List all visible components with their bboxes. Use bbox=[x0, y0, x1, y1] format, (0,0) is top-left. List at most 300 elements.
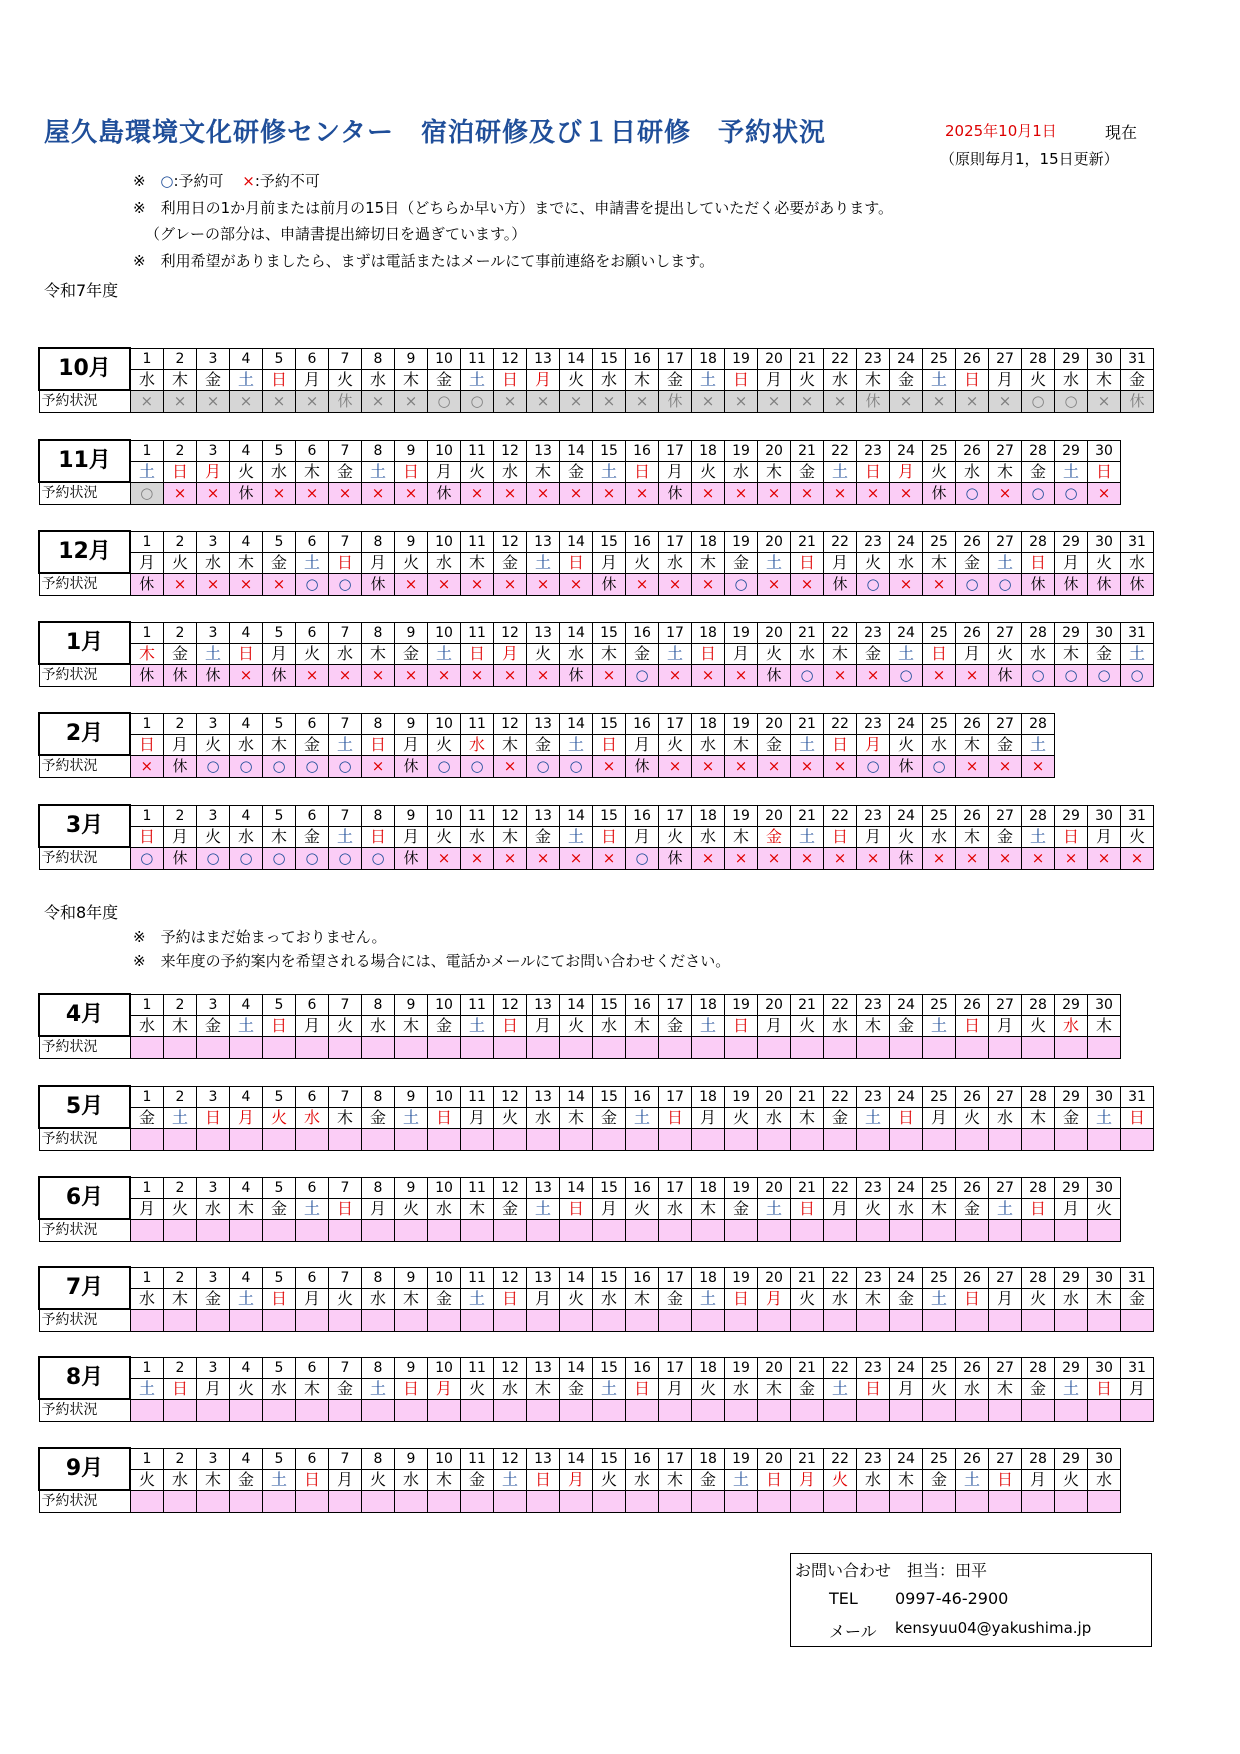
booking-status bbox=[593, 1490, 626, 1512]
booking-status bbox=[857, 1490, 890, 1512]
booking-status bbox=[230, 1490, 263, 1512]
day-number: 10 bbox=[428, 531, 461, 552]
day-number: 2 bbox=[164, 348, 197, 369]
day-number: 10 bbox=[428, 1177, 461, 1198]
weekday: 火 bbox=[263, 1107, 296, 1128]
weekday: 水 bbox=[923, 826, 956, 847]
weekday: 日 bbox=[164, 1378, 197, 1399]
weekday: 金 bbox=[560, 1378, 593, 1399]
weekday: 土 bbox=[1055, 461, 1088, 482]
booking-status: ○ bbox=[791, 664, 824, 686]
booking-status bbox=[692, 1309, 725, 1331]
booking-status bbox=[461, 1490, 494, 1512]
day-number: 6 bbox=[296, 622, 329, 643]
day-number: 9 bbox=[395, 348, 428, 369]
booking-status bbox=[791, 1490, 824, 1512]
weekday: 日 bbox=[362, 734, 395, 755]
day-number: 5 bbox=[263, 440, 296, 461]
booking-status bbox=[362, 1219, 395, 1241]
booking-status: 休 bbox=[857, 390, 890, 412]
weekday: 日 bbox=[824, 734, 857, 755]
booking-status: ○ bbox=[956, 482, 989, 504]
day-number: 4 bbox=[230, 622, 263, 643]
weekday: 水 bbox=[659, 552, 692, 573]
booking-status: × bbox=[362, 755, 395, 777]
booking-status: × bbox=[989, 482, 1022, 504]
booking-status: ○ bbox=[1088, 664, 1121, 686]
weekday: 金 bbox=[164, 643, 197, 664]
day-number: 29 bbox=[1055, 1177, 1088, 1198]
booking-status bbox=[692, 1490, 725, 1512]
booking-status bbox=[130, 1399, 164, 1421]
booking-status: ○ bbox=[197, 847, 230, 869]
weekday: 日 bbox=[329, 552, 362, 573]
day-number: 21 bbox=[791, 1086, 824, 1107]
day-number: 14 bbox=[560, 713, 593, 734]
booking-status: 休 bbox=[1121, 573, 1154, 595]
booking-status bbox=[164, 1128, 197, 1150]
weekday: 日 bbox=[1088, 1378, 1121, 1399]
day-number: 24 bbox=[890, 1448, 923, 1469]
weekday: 土 bbox=[1088, 1107, 1121, 1128]
weekday: 土 bbox=[989, 1198, 1022, 1219]
day-number: 29 bbox=[1055, 531, 1088, 552]
booking-status: × bbox=[824, 482, 857, 504]
day-number: 27 bbox=[989, 805, 1022, 826]
booking-status: × bbox=[692, 573, 725, 595]
month-label: 10月 bbox=[39, 348, 130, 390]
weekday: 月 bbox=[989, 1288, 1022, 1309]
booking-status bbox=[659, 1399, 692, 1421]
booking-status: × bbox=[1088, 482, 1121, 504]
weekday: 日 bbox=[692, 643, 725, 664]
booking-status: ○ bbox=[461, 390, 494, 412]
weekday: 火 bbox=[395, 552, 428, 573]
booking-status: ○ bbox=[329, 755, 362, 777]
weekday: 火 bbox=[527, 643, 560, 664]
weekday: 金 bbox=[1121, 369, 1154, 390]
weekday: 日 bbox=[1088, 461, 1121, 482]
booking-status: × bbox=[197, 482, 230, 504]
booking-status: 休 bbox=[130, 573, 164, 595]
booking-status: × bbox=[725, 847, 758, 869]
booking-status: × bbox=[263, 390, 296, 412]
day-number: 24 bbox=[890, 805, 923, 826]
day-number: 10 bbox=[428, 440, 461, 461]
month-calendar bbox=[38, 804, 1154, 870]
weekday: 月 bbox=[857, 826, 890, 847]
day-number: 31 bbox=[1121, 805, 1154, 826]
booking-status bbox=[527, 1399, 560, 1421]
weekday: 水 bbox=[593, 1288, 626, 1309]
booking-status bbox=[395, 1490, 428, 1512]
day-number: 31 bbox=[1121, 622, 1154, 643]
day-number: 26 bbox=[956, 1267, 989, 1288]
booking-status bbox=[1121, 1128, 1154, 1150]
weekday: 水 bbox=[989, 1107, 1022, 1128]
day-number: 16 bbox=[626, 994, 659, 1015]
day-number: 31 bbox=[1121, 348, 1154, 369]
day-number: 4 bbox=[230, 1177, 263, 1198]
weekday: 木 bbox=[890, 1469, 923, 1490]
weekday: 水 bbox=[263, 1378, 296, 1399]
booking-status: × bbox=[593, 482, 626, 504]
booking-status bbox=[923, 1128, 956, 1150]
weekday: 火 bbox=[230, 461, 263, 482]
weekday: 火 bbox=[758, 643, 791, 664]
day-number: 9 bbox=[395, 1267, 428, 1288]
booking-status: 休 bbox=[659, 390, 692, 412]
status-row-label: 予約状況 bbox=[39, 482, 130, 504]
weekday: 木 bbox=[824, 643, 857, 664]
booking-status: × bbox=[923, 390, 956, 412]
weekday: 水 bbox=[956, 461, 989, 482]
day-number: 16 bbox=[626, 1357, 659, 1378]
booking-status bbox=[527, 1309, 560, 1331]
weekday: 土 bbox=[461, 369, 494, 390]
booking-status: × bbox=[164, 482, 197, 504]
weekday: 月 bbox=[560, 1469, 593, 1490]
day-number: 9 bbox=[395, 1357, 428, 1378]
month-label: 5月 bbox=[39, 1086, 130, 1128]
weekday: 月 bbox=[1121, 1378, 1154, 1399]
booking-status bbox=[296, 1219, 329, 1241]
weekday: 土 bbox=[791, 826, 824, 847]
weekday: 火 bbox=[461, 461, 494, 482]
booking-status bbox=[230, 1309, 263, 1331]
booking-status: × bbox=[461, 847, 494, 869]
booking-status bbox=[923, 1309, 956, 1331]
mail-address: kensyuu04@yakushima.jp bbox=[895, 1619, 1092, 1637]
weekday: 金 bbox=[230, 1469, 263, 1490]
booking-status: × bbox=[395, 482, 428, 504]
month-calendar bbox=[38, 1266, 1154, 1332]
booking-status: 休 bbox=[263, 664, 296, 686]
day-number: 15 bbox=[593, 1448, 626, 1469]
day-number: 11 bbox=[461, 1267, 494, 1288]
page-title: 屋久島環境文化研修センター 宿泊研修及び１日研修 予約状況 bbox=[44, 118, 826, 148]
booking-status: × bbox=[956, 390, 989, 412]
day-number: 27 bbox=[989, 1177, 1022, 1198]
weekday: 水 bbox=[362, 369, 395, 390]
weekday: 水 bbox=[1055, 369, 1088, 390]
day-number: 15 bbox=[593, 1086, 626, 1107]
booking-status bbox=[230, 1219, 263, 1241]
status-row-label: 予約状況 bbox=[39, 1399, 130, 1421]
booking-status: × bbox=[1121, 847, 1154, 869]
day-number: 1 bbox=[130, 805, 164, 826]
weekday: 金 bbox=[494, 1198, 527, 1219]
day-number: 15 bbox=[593, 1357, 626, 1378]
day-number: 17 bbox=[659, 994, 692, 1015]
day-number: 26 bbox=[956, 440, 989, 461]
booking-status: ○ bbox=[626, 664, 659, 686]
weekday: 土 bbox=[395, 1107, 428, 1128]
weekday: 土 bbox=[296, 552, 329, 573]
weekday: 火 bbox=[395, 1198, 428, 1219]
weekday: 土 bbox=[824, 1378, 857, 1399]
weekday: 土 bbox=[923, 1288, 956, 1309]
weekday: 土 bbox=[130, 461, 164, 482]
weekday: 木 bbox=[130, 643, 164, 664]
weekday: 水 bbox=[130, 1015, 164, 1036]
legend-ng-text: :予約不可 bbox=[254, 172, 320, 190]
day-number: 14 bbox=[560, 1448, 593, 1469]
booking-status bbox=[824, 1399, 857, 1421]
booking-status bbox=[395, 1399, 428, 1421]
weekday: 土 bbox=[956, 1469, 989, 1490]
booking-status bbox=[791, 1219, 824, 1241]
weekday: 木 bbox=[791, 1107, 824, 1128]
booking-status bbox=[824, 1309, 857, 1331]
weekday: 土 bbox=[758, 1198, 791, 1219]
weekday: 月 bbox=[230, 1107, 263, 1128]
day-number: 5 bbox=[263, 994, 296, 1015]
booking-status: 休 bbox=[659, 847, 692, 869]
day-number: 13 bbox=[527, 440, 560, 461]
weekday: 月 bbox=[362, 1198, 395, 1219]
weekday: 土 bbox=[1055, 1378, 1088, 1399]
booking-status bbox=[791, 1309, 824, 1331]
day-number: 6 bbox=[296, 1267, 329, 1288]
booking-status bbox=[626, 1309, 659, 1331]
booking-status bbox=[428, 1128, 461, 1150]
weekday: 火 bbox=[329, 1288, 362, 1309]
day-number: 3 bbox=[197, 713, 230, 734]
booking-status bbox=[593, 1036, 626, 1058]
weekday: 土 bbox=[362, 461, 395, 482]
day-number: 6 bbox=[296, 994, 329, 1015]
booking-status bbox=[659, 1309, 692, 1331]
weekday: 土 bbox=[593, 461, 626, 482]
day-number: 6 bbox=[296, 1177, 329, 1198]
booking-status: × bbox=[725, 482, 758, 504]
booking-status bbox=[923, 1036, 956, 1058]
booking-status bbox=[428, 1219, 461, 1241]
weekday: 月 bbox=[659, 1378, 692, 1399]
booking-status bbox=[989, 1036, 1022, 1058]
day-number: 24 bbox=[890, 622, 923, 643]
weekday: 水 bbox=[692, 826, 725, 847]
weekday: 月 bbox=[296, 1288, 329, 1309]
booking-status: ○ bbox=[296, 847, 329, 869]
day-number: 9 bbox=[395, 994, 428, 1015]
weekday: 土 bbox=[560, 826, 593, 847]
booking-status bbox=[857, 1128, 890, 1150]
weekday: 日 bbox=[494, 1015, 527, 1036]
weekday: 土 bbox=[923, 369, 956, 390]
day-number: 31 bbox=[1121, 1086, 1154, 1107]
day-number: 8 bbox=[362, 1177, 395, 1198]
day-number: 28 bbox=[1022, 531, 1055, 552]
weekday: 日 bbox=[560, 1198, 593, 1219]
day-number: 26 bbox=[956, 531, 989, 552]
day-number: 9 bbox=[395, 1086, 428, 1107]
day-number: 18 bbox=[692, 994, 725, 1015]
day-number: 24 bbox=[890, 348, 923, 369]
day-number: 10 bbox=[428, 1086, 461, 1107]
booking-status: 休 bbox=[593, 573, 626, 595]
day-number: 31 bbox=[1121, 531, 1154, 552]
day-number: 31 bbox=[1121, 1267, 1154, 1288]
day-number: 11 bbox=[461, 1448, 494, 1469]
weekday: 月 bbox=[461, 1107, 494, 1128]
weekday: 土 bbox=[461, 1288, 494, 1309]
booking-status bbox=[758, 1036, 791, 1058]
weekday: 金 bbox=[527, 734, 560, 755]
day-number: 3 bbox=[197, 805, 230, 826]
booking-status: ○ bbox=[130, 482, 164, 504]
day-number: 19 bbox=[725, 531, 758, 552]
booking-status: ○ bbox=[362, 847, 395, 869]
weekday: 月 bbox=[296, 1015, 329, 1036]
day-number: 11 bbox=[461, 531, 494, 552]
day-number: 28 bbox=[1022, 1448, 1055, 1469]
booking-status: × bbox=[824, 755, 857, 777]
booking-status: × bbox=[560, 573, 593, 595]
day-number: 16 bbox=[626, 1177, 659, 1198]
booking-status: × bbox=[1088, 390, 1121, 412]
booking-status bbox=[1121, 1309, 1154, 1331]
day-number: 2 bbox=[164, 805, 197, 826]
booking-status: ○ bbox=[1022, 482, 1055, 504]
booking-status: × bbox=[824, 390, 857, 412]
booking-status: × bbox=[956, 664, 989, 686]
weekday: 木 bbox=[461, 552, 494, 573]
day-number: 26 bbox=[956, 1448, 989, 1469]
weekday: 水 bbox=[461, 826, 494, 847]
weekday: 土 bbox=[560, 734, 593, 755]
day-number: 26 bbox=[956, 1086, 989, 1107]
weekday: 木 bbox=[725, 826, 758, 847]
booking-status: × bbox=[1055, 847, 1088, 869]
booking-status: 休 bbox=[1088, 573, 1121, 595]
booking-status: × bbox=[791, 390, 824, 412]
as-of-date: 2025年10月1日 bbox=[945, 122, 1057, 140]
weekday: 火 bbox=[560, 369, 593, 390]
weekday: 土 bbox=[164, 1107, 197, 1128]
booking-status: 休 bbox=[395, 755, 428, 777]
day-number: 17 bbox=[659, 805, 692, 826]
booking-status: ○ bbox=[1055, 664, 1088, 686]
day-number: 15 bbox=[593, 440, 626, 461]
day-number: 28 bbox=[1022, 1177, 1055, 1198]
booking-status bbox=[560, 1399, 593, 1421]
booking-status: ○ bbox=[857, 573, 890, 595]
day-number: 20 bbox=[758, 440, 791, 461]
day-number: 11 bbox=[461, 1177, 494, 1198]
day-number: 17 bbox=[659, 1267, 692, 1288]
day-number: 17 bbox=[659, 622, 692, 643]
booking-status bbox=[659, 1490, 692, 1512]
booking-status bbox=[1022, 1219, 1055, 1241]
weekday: 日 bbox=[626, 461, 659, 482]
weekday: 土 bbox=[890, 643, 923, 664]
weekday: 火 bbox=[1088, 1198, 1121, 1219]
booking-status: 休 bbox=[197, 664, 230, 686]
booking-status bbox=[494, 1036, 527, 1058]
day-number: 2 bbox=[164, 1267, 197, 1288]
day-number: 1 bbox=[130, 440, 164, 461]
day-number: 4 bbox=[230, 994, 263, 1015]
day-number: 18 bbox=[692, 1357, 725, 1378]
day-number: 5 bbox=[263, 1267, 296, 1288]
booking-status bbox=[494, 1128, 527, 1150]
booking-status: ○ bbox=[923, 755, 956, 777]
weekday: 火 bbox=[197, 734, 230, 755]
booking-status: × bbox=[527, 390, 560, 412]
booking-status bbox=[164, 1219, 197, 1241]
day-number: 16 bbox=[626, 440, 659, 461]
booking-status: ○ bbox=[1121, 664, 1154, 686]
booking-status bbox=[593, 1219, 626, 1241]
day-number: 8 bbox=[362, 440, 395, 461]
booking-status bbox=[989, 1490, 1022, 1512]
day-number: 11 bbox=[461, 1086, 494, 1107]
day-number: 21 bbox=[791, 440, 824, 461]
status-row-label: 予約状況 bbox=[39, 390, 130, 412]
day-number: 2 bbox=[164, 622, 197, 643]
day-number: 17 bbox=[659, 1448, 692, 1469]
weekday: 土 bbox=[593, 1378, 626, 1399]
weekday: 金 bbox=[593, 1107, 626, 1128]
contact-box bbox=[790, 1553, 1152, 1647]
day-number: 17 bbox=[659, 1357, 692, 1378]
day-number: 23 bbox=[857, 348, 890, 369]
day-number: 8 bbox=[362, 348, 395, 369]
day-number: 2 bbox=[164, 1357, 197, 1378]
weekday: 日 bbox=[164, 461, 197, 482]
day-number: 27 bbox=[989, 1267, 1022, 1288]
booking-status bbox=[758, 1399, 791, 1421]
day-number: 27 bbox=[989, 1357, 1022, 1378]
day-number: 27 bbox=[989, 1086, 1022, 1107]
weekday: 月 bbox=[130, 1198, 164, 1219]
booking-status bbox=[659, 1036, 692, 1058]
day-number: 6 bbox=[296, 1448, 329, 1469]
weekday: 水 bbox=[296, 1107, 329, 1128]
day-number: 4 bbox=[230, 805, 263, 826]
booking-status bbox=[626, 1128, 659, 1150]
weekday: 日 bbox=[130, 826, 164, 847]
booking-status bbox=[197, 1309, 230, 1331]
weekday: 木 bbox=[362, 643, 395, 664]
day-number: 12 bbox=[494, 713, 527, 734]
booking-status bbox=[857, 1399, 890, 1421]
day-number: 27 bbox=[989, 531, 1022, 552]
weekday: 水 bbox=[428, 1198, 461, 1219]
booking-status bbox=[395, 1219, 428, 1241]
booking-status bbox=[758, 1128, 791, 1150]
day-number: 27 bbox=[989, 440, 1022, 461]
day-number: 8 bbox=[362, 1357, 395, 1378]
booking-status: ○ bbox=[296, 573, 329, 595]
weekday: 日 bbox=[758, 1469, 791, 1490]
booking-status bbox=[824, 1219, 857, 1241]
day-number: 18 bbox=[692, 1086, 725, 1107]
day-number: 4 bbox=[230, 1267, 263, 1288]
booking-status: × bbox=[560, 482, 593, 504]
weekday: 月 bbox=[890, 461, 923, 482]
booking-status: × bbox=[791, 755, 824, 777]
weekday: 木 bbox=[494, 826, 527, 847]
day-number: 6 bbox=[296, 531, 329, 552]
day-number: 11 bbox=[461, 440, 494, 461]
day-number: 8 bbox=[362, 1086, 395, 1107]
weekday: 土 bbox=[263, 1469, 296, 1490]
day-number: 16 bbox=[626, 622, 659, 643]
day-number: 29 bbox=[1055, 622, 1088, 643]
